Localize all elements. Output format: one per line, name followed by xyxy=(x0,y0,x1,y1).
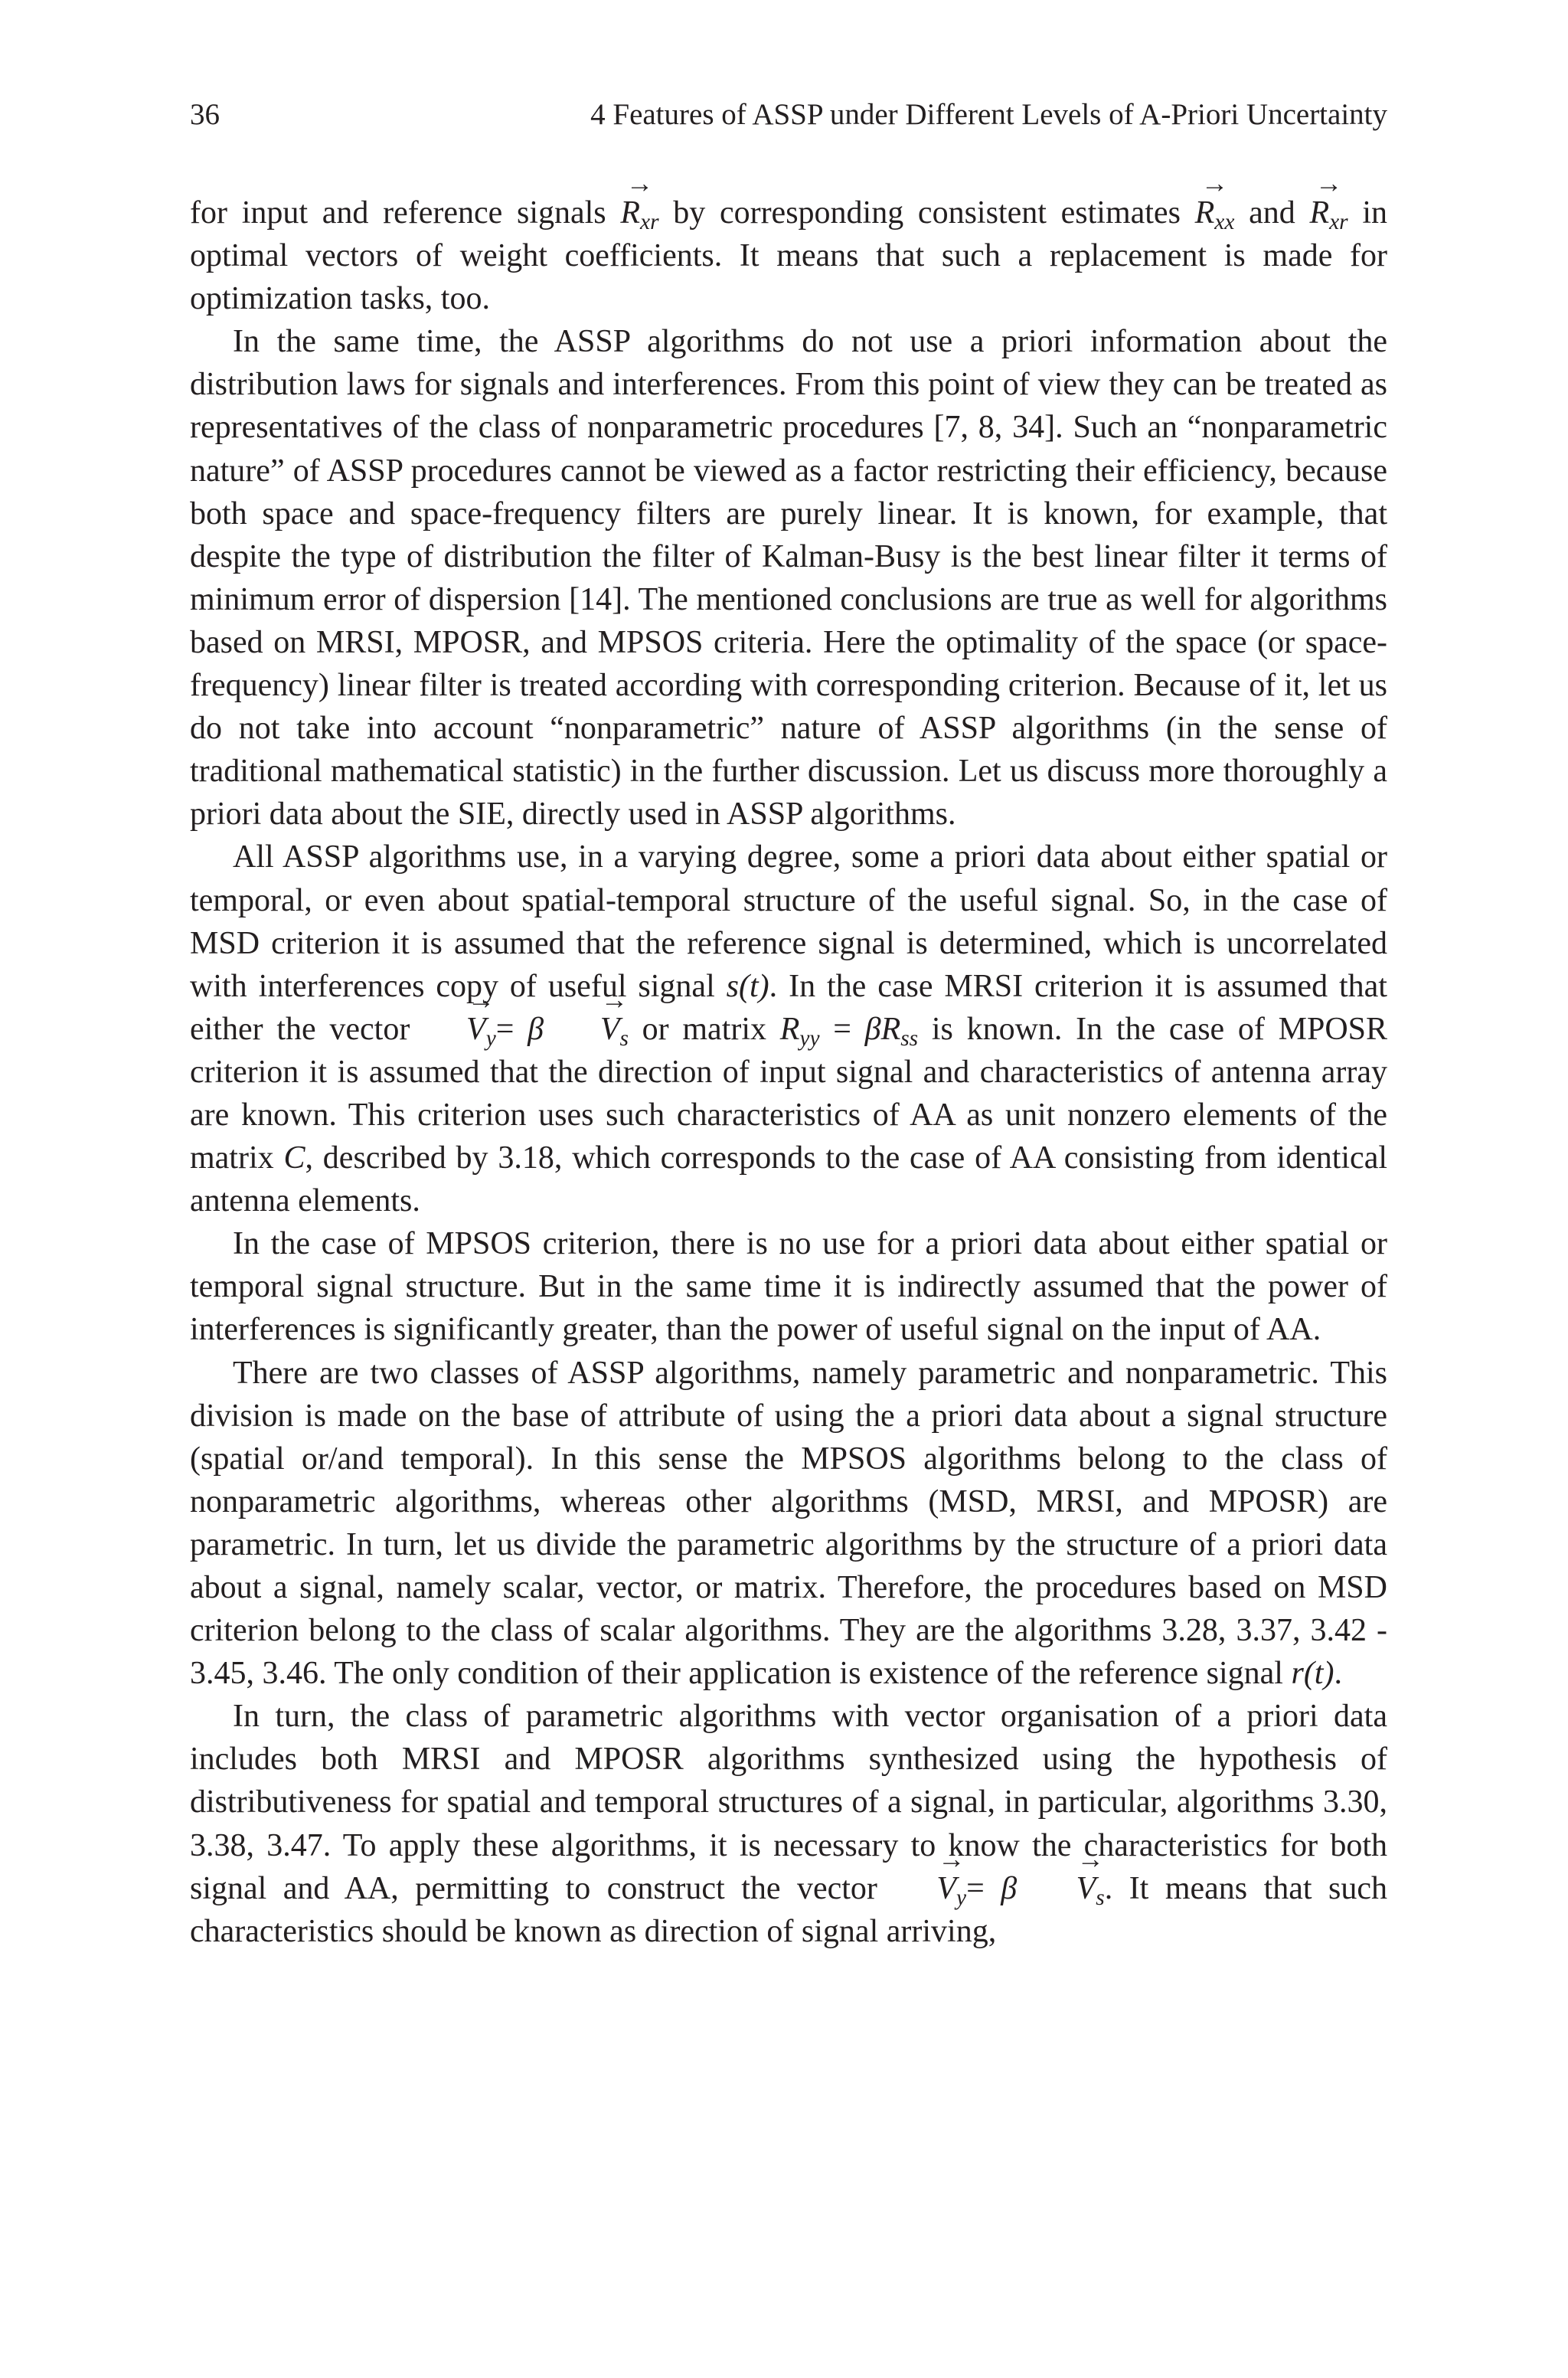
page-number: 36 xyxy=(190,98,220,131)
math-r-of-t: r(t) xyxy=(1291,1656,1334,1692)
paragraph-3-text-a: All ASSP algorithms use, in a varying degree, some a priori data about either spatial or temporal, or even about spatial-temporal structure of the useful signal. So, in the case of MSD criterion it is assumed that the reference signal is determined, which is uncorrelated with interferences copy of useful signal xyxy=(190,839,1387,1004)
paragraph-6-text-b: . It means that such characteristics should be known as direction of signal arriving, xyxy=(190,1870,1388,1949)
matrix-c: C xyxy=(283,1140,305,1176)
paragraph-5-text-b: . xyxy=(1334,1656,1342,1692)
equation-vy-beta-vs-2: → $V_y= \beta \to V_s$ xyxy=(893,1871,1104,1906)
body-text xyxy=(190,191,1387,1953)
paragraph-1 xyxy=(190,191,1387,320)
paragraph-4: In the case of MPSOS criterion, there is no use for a priori data about either spatial or temporal signal structure. But in the same time it is indirectly assumed that the power of interferences is significantly greater, than the power of useful signal on the input of AA. xyxy=(190,1226,1387,1348)
paragraph-6 xyxy=(190,1695,1387,1953)
paragraph-1-text-a: for input and reference signals xyxy=(190,195,621,231)
paragraph-3-text-d: is known. In the case of MPOSR criterion it is assumed that the direction of input signal and characteristics of antenna array are known. This criterion uses such characteristics of AA as unit nonzero elements of the matrix xyxy=(190,1011,1388,1176)
math-s-of-t: s(t) xyxy=(726,968,769,1004)
equation-ryy-beta-rss: $R_{yy} = \beta R_{ss}$ xyxy=(779,1011,919,1051)
vector-r-xr-estimate: → $R_{xr}$ xyxy=(1309,191,1348,234)
running-head xyxy=(190,95,1387,135)
vector-r-xr: → $R_{xr}$ xyxy=(620,191,658,234)
paragraph-3 xyxy=(190,836,1387,1222)
paragraph-5-text-a: There are two classes of ASSP algorithms, namely parametric and nonparametric. This division is made on the base of attribute of using the a priori data about a signal structure (spatial or/and temporal). In this sense the MPSOS algorithms belong to the class of nonparametric algorithms, whereas other algorithms (MSD, MRSI, and MPOSR) are parametric. In turn, let us divide the parametric algorithms by the structure of a priori data about a signal, namely scalar, vector, or matrix. Therefore, the procedures based on MSD criterion belong to the class of scalar algorithms. They are the algorithms 3.28, 3.37, 3.42 - 3.45, 3.46. The only condition of their application is existence of the reference signal xyxy=(190,1355,1387,1692)
running-title: 4 Features of ASSP under Different Levels of A-Priori Uncertainty xyxy=(590,98,1387,131)
paragraph-1-text-b: by corresponding consistent estimates xyxy=(658,195,1195,231)
paragraph-3-text-e: , described by 3.18, which corresponds to the case of AA consisting from identical antenna elements. xyxy=(190,1140,1388,1219)
paragraph-1-text-d: in optimal vectors of weight coefficients. It means that such a replacement is made for optimization tasks, too. xyxy=(190,195,1387,317)
equation-vy-beta-vs: → $V_y= \beta \to V_s$ xyxy=(423,1012,629,1047)
paragraph-1-text-c: and xyxy=(1234,195,1310,231)
paragraph-3-text-c: or matrix xyxy=(628,1011,780,1047)
vector-r-xx-estimate: → $R_{xx}$ xyxy=(1195,191,1235,234)
paragraph-5 xyxy=(190,1352,1387,1696)
paragraph-6-text-a: In turn, the class of parametric algorithms with vector organisation of a priori data includes both MRSI and MPOSR algorithms synthesized using the hypothesis of distributiveness for spatial and temporal structures of a signal, in particular, algorithms 3.30, 3.38, 3.47. To apply these algorithms, it is necessary to know the characteristics for both signal and AA, permitting to construct the vector xyxy=(190,1699,1387,1906)
paragraph-3-text-b: . In the case MRSI criterion it is assumed that either the vector xyxy=(190,968,1387,1047)
paragraph-2: In the same time, the ASSP algorithms do not use a priori information about the distribution laws for signals and interferences. From this point of view they can be treated as representatives of the class of nonparametric procedures [7, 8, 34]. Such an “nonparametric nature” of ASSP procedures cannot be viewed as a factor restricting their efficiency, because both space and space-frequency filters are purely linear. It is known, for example, that despite the type of distribution the filter of Kalman-Busy is the best linear filter it terms of minimum error of dispersion [14]. The mentioned conclusions are true as well for algorithms based on MRSI, MPOSR, and MPSOS criteria. Here the optimality of the space (or space-frequency) linear filter is treated according with corresponding criterion. Because of it, let us do not take into account “nonparametric” nature of ASSP algorithms (in the sense of traditional mathematical statistic) in the further discussion. Let us discuss more thoroughly a priori data about the SIE, directly used in ASSP algorithms. xyxy=(190,324,1387,832)
